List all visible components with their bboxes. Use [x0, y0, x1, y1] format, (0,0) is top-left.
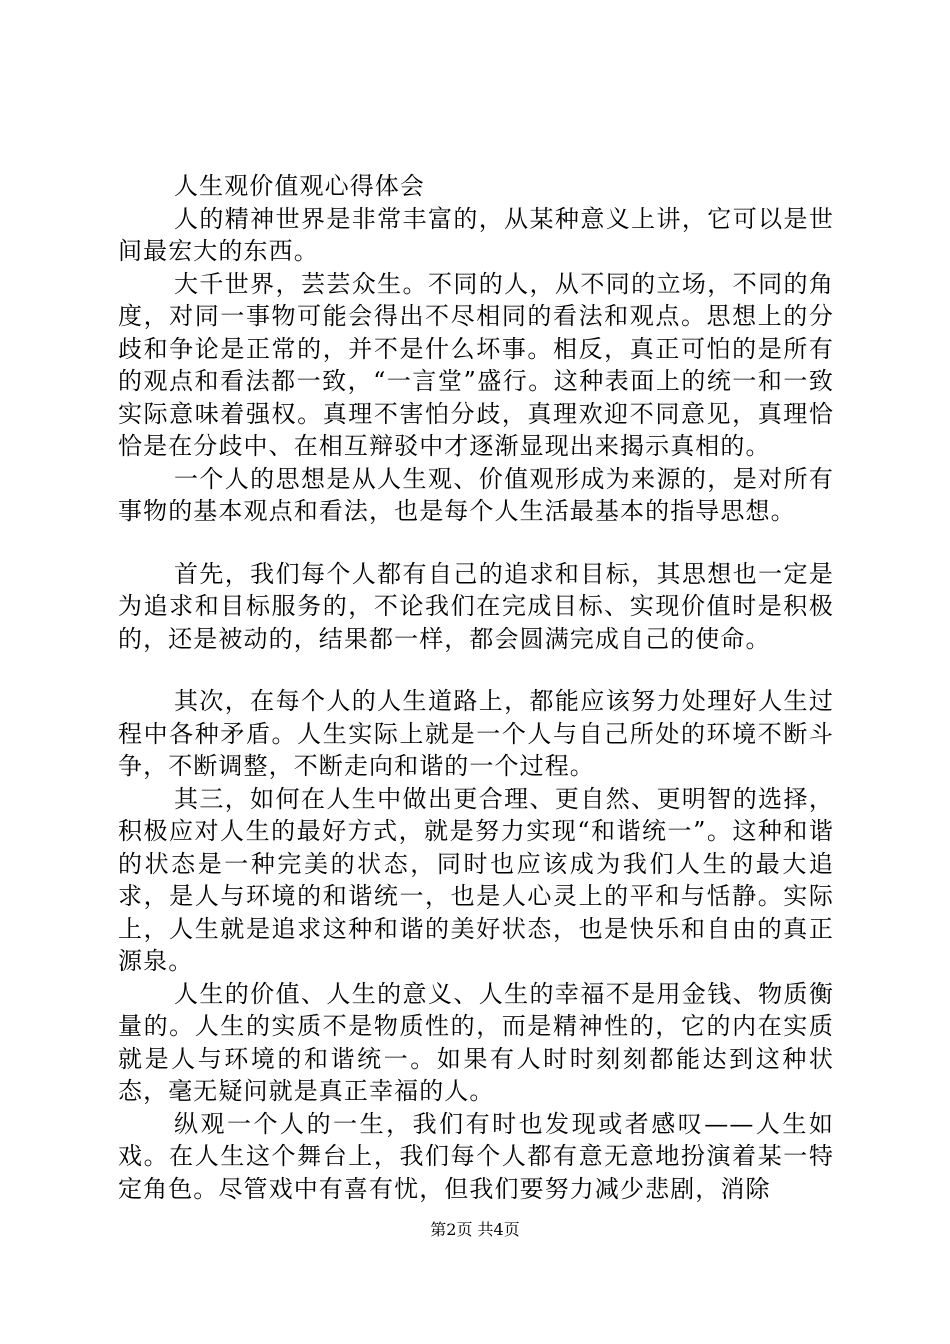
paragraph-4: 首先，我们每个人都有自己的追求和目标，其思想也一定是为追求和目标服务的，不论我们在完成目标、实现价值时是积极的，还是被动的，结果都一样，都会圆满完成自己的使命。 — [118, 559, 834, 653]
paragraph-5: 其次，在每个人的人生道路上，都能应该努力处理好人生过程中各种矛盾。人生实际上就是一个人与自己所处的环境不断斗争，不断调整，不断走向和谐的一个过程。 — [118, 687, 834, 780]
paragraph-6: 其三，如何在人生中做出更合理、更自然、更明智的选择，积极应对人生的最好方式，就是努力实现“和谐统一”。这种和谐的状态是一种完美的状态，同时也应该成为我们人生的最大追求，是人与环境的和谐统一，也是人心灵上的平和与恬静。实际上，人生就是追求这种和谐的美好状态，也是快乐和自由的真正源泉。 — [118, 784, 834, 975]
paragraph-8: 纵观一个人的一生，我们有时也发现或者感叹——人生如戏。在人生这个舞台上，我们每个人都有意无意地扮演着某一特定角色。尽管戏中有喜有忧，但我们要努力减少悲剧，消除 — [118, 1109, 834, 1203]
paragraph-2: 大千世界，芸芸众生。不同的人，从不同的立场，不同的角度，对同一事物可能会得出不尽相同的看法和观点。思想上的分歧和争论是正常的，并不是什么坏事。相反，真正可怕的是所有的观点和看法都一致，“一言堂”盛行。这种表面上的统一和一致实际意味着强权。真理不害怕分歧，真理欢迎不同意见，真理恰恰是在分歧中、在相互辩驳中才逐渐显现出来揭示真相的。 — [118, 269, 834, 460]
paragraph-3: 一个人的思想是从人生观、价值观形成为来源的，是对所有事物的基本观点和看法，也是每个人生活最基本的指导思想。 — [118, 464, 834, 525]
paragraph-7: 人生的价值、人生的意义、人生的幸福不是用金钱、物质衡量的。人生的实质不是物质性的，而是精神性的，它的内在实质就是人与环境的和谐统一。如果有人时时刻刻都能达到这种状态，毫无疑问就是真正幸福的人。 — [118, 979, 834, 1105]
document-body — [118, 170, 834, 1205]
paragraph-1: 人的精神世界是非常丰富的，从某种意义上讲，它可以是世间最宏大的东西。 — [118, 204, 834, 265]
document-title: 人生观价值观心得体会 — [174, 172, 425, 200]
page-number-footer: 第2页 共4页 — [430, 1220, 520, 1239]
